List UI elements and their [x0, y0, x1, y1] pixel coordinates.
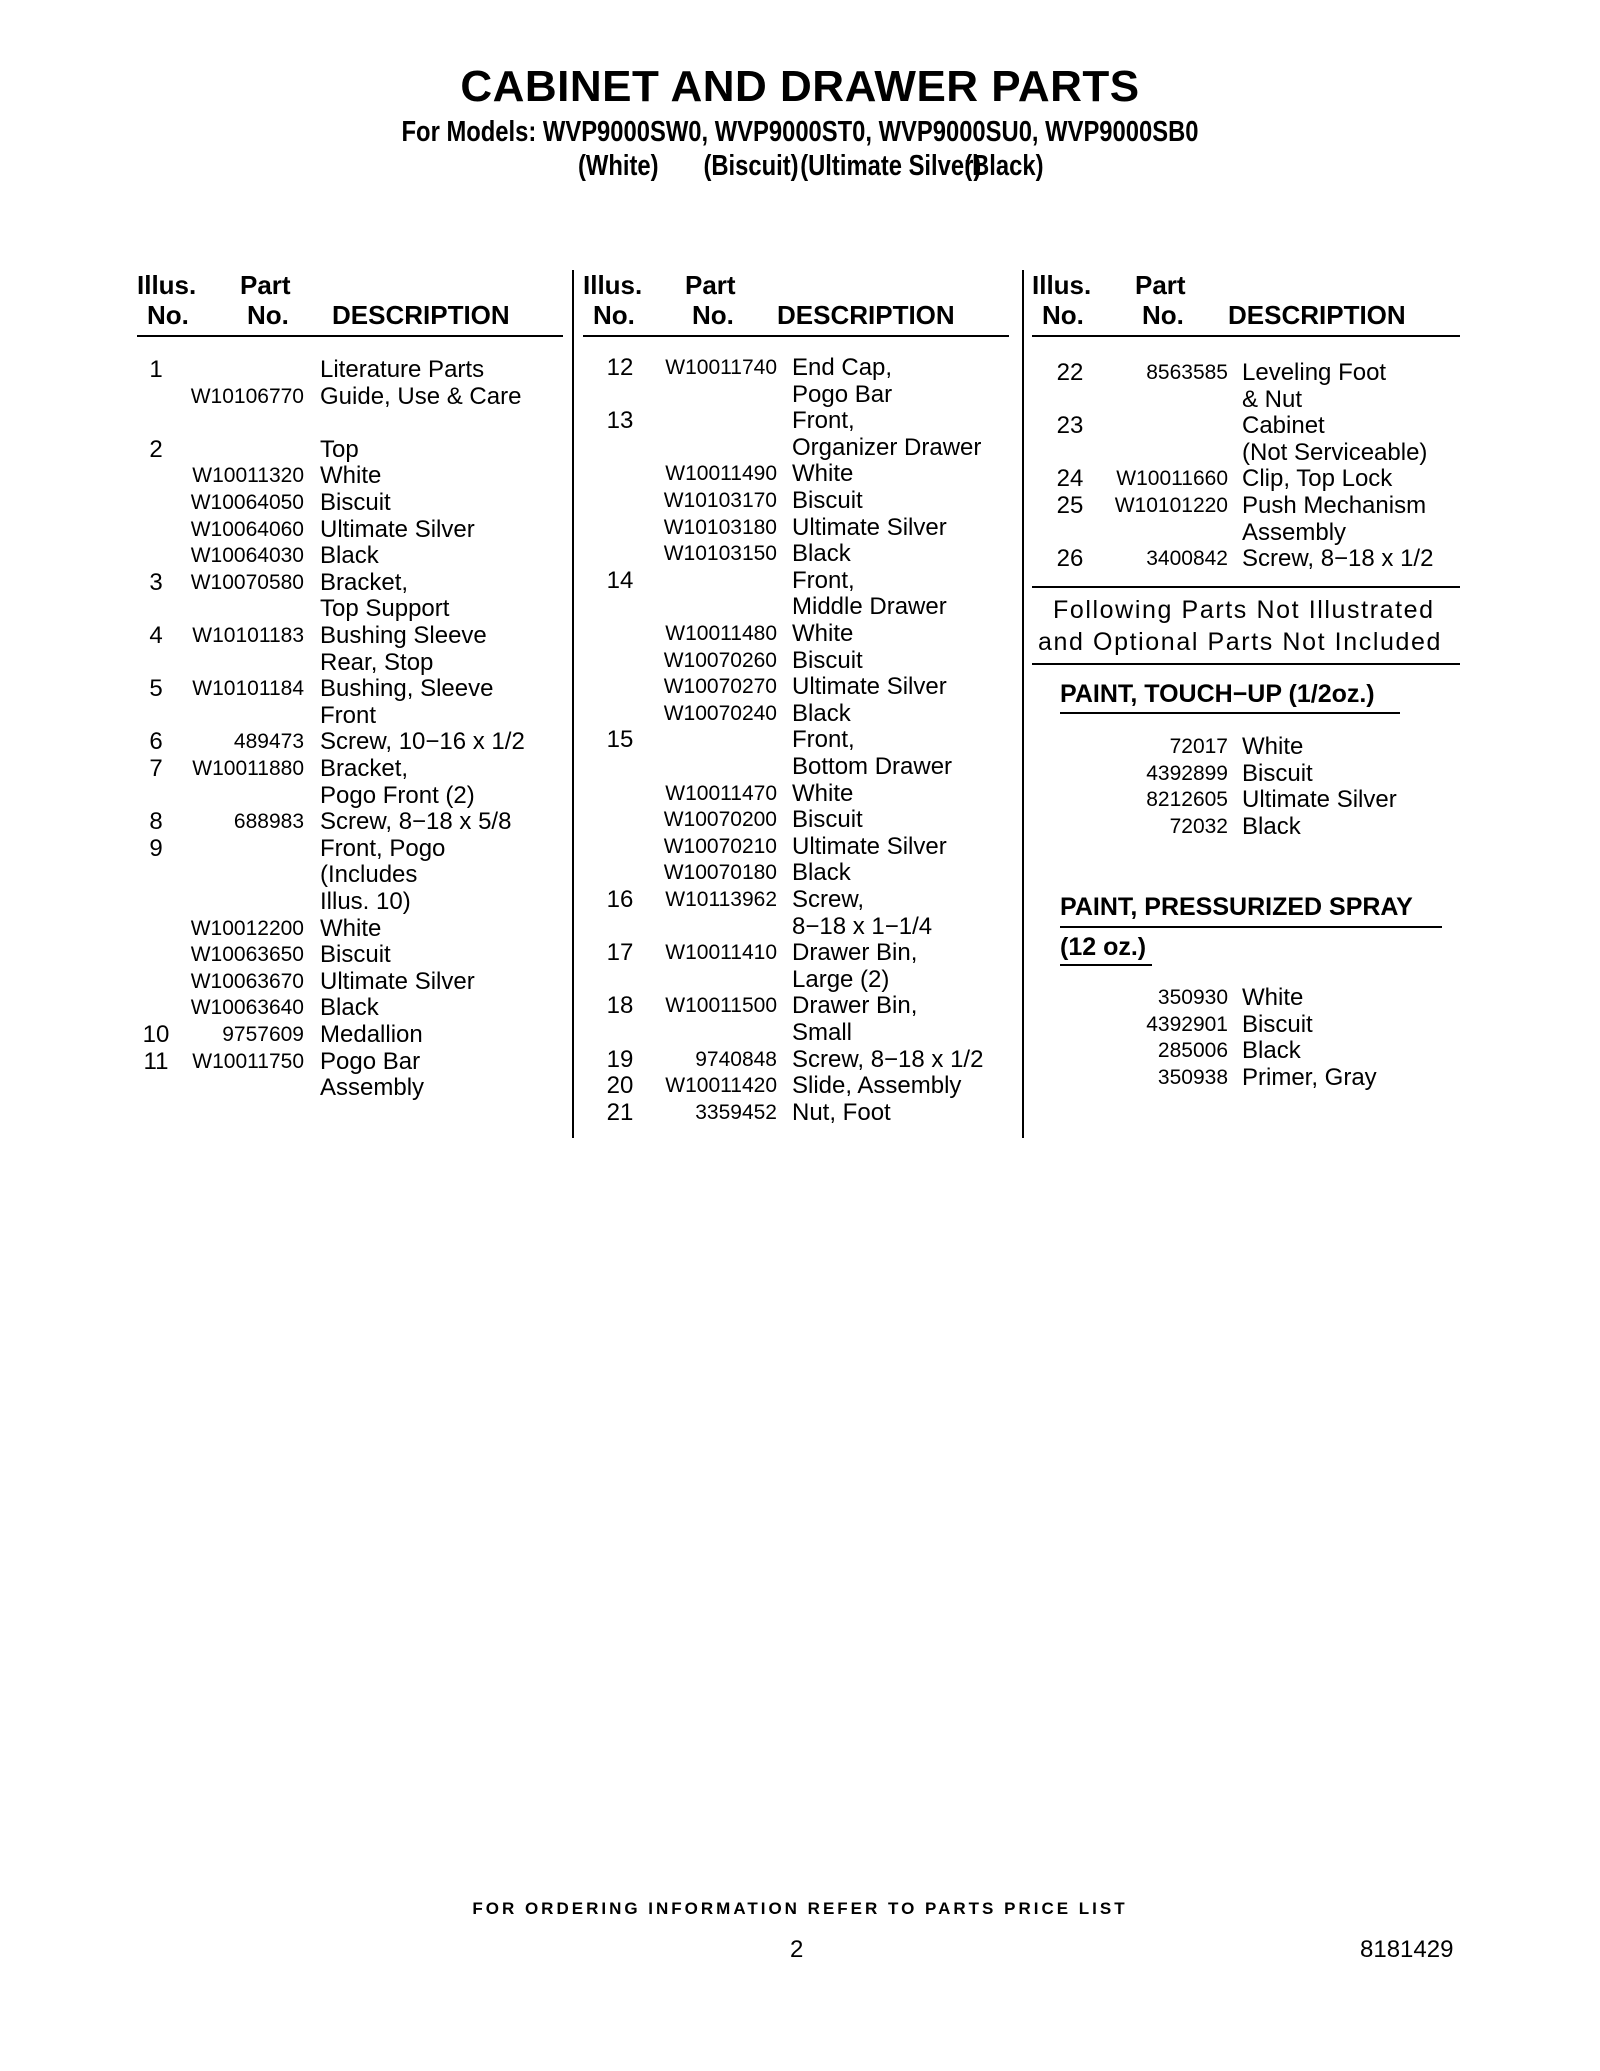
part-description: Ultimate Silver: [792, 673, 947, 701]
paint-spray-size: (12 oz.): [1060, 933, 1147, 961]
paint-color: White: [1242, 984, 1304, 1011]
part-description: Bracket,: [320, 568, 409, 596]
part-description: Screw, 10−16 x 1/2: [320, 728, 525, 756]
paint-spray-heading: PAINT, PRESSURIZED SPRAY: [1060, 893, 1413, 921]
part-number: W10070240: [663, 701, 777, 725]
part-description: Ultimate Silver: [792, 832, 947, 860]
part-description: Top Support: [320, 595, 450, 623]
part-number: W10011660: [1116, 467, 1228, 491]
part-number: 350930: [1157, 986, 1228, 1009]
illus-number: 9: [149, 834, 163, 862]
part-number: W10070200: [663, 808, 777, 832]
part-description: Pogo Bar: [320, 1047, 421, 1075]
part-description: Screw, 8−18 x 1/2: [1242, 545, 1434, 573]
not-illustrated-note-line-1: Following Parts Not Illustrated: [1053, 596, 1435, 624]
illus-number: 14: [606, 566, 634, 594]
part-number: W10101184: [192, 677, 304, 701]
part-number: W10070260: [663, 648, 777, 672]
part-number: 688983: [233, 810, 304, 834]
part-description: Assembly: [1242, 518, 1347, 546]
illus-no-header: No.: [147, 300, 189, 330]
part-description: (Includes: [320, 861, 418, 889]
illus-number: 5: [149, 675, 163, 703]
illus-number: 16: [606, 886, 634, 913]
heading-underline: [1060, 964, 1152, 966]
part-description: Top: [320, 435, 359, 463]
part-number: W10011880: [192, 757, 304, 780]
part-description: Front,: [792, 726, 855, 754]
part-description: Front,: [792, 407, 855, 435]
color-biscuit: (Biscuit): [703, 150, 799, 182]
part-number: W10011470: [665, 781, 777, 805]
part-number: 3359452: [695, 1100, 777, 1124]
part-description: Front,: [792, 566, 855, 594]
paint-color: Primer, Gray: [1242, 1063, 1377, 1091]
color-ultimate-silver: (Ultimate Silver): [800, 150, 982, 182]
part-description: Biscuit: [792, 806, 863, 834]
part-number: W10101183: [192, 624, 304, 647]
illus-number: 17: [606, 939, 634, 967]
illus-number: 15: [606, 726, 634, 754]
part-number: W10011420: [665, 1074, 777, 1098]
part-description: Black: [792, 859, 851, 887]
models-line: For Models: WVP9000SW0, WVP9000ST0, WVP9000SU0, WVP9000SB0: [401, 116, 1199, 148]
column-divider: [572, 270, 574, 1138]
ordering-info-footer: FOR ORDERING INFORMATION REFER TO PARTS PRICE LIST: [472, 1899, 1128, 1918]
illus-number: 19: [606, 1045, 634, 1073]
part-description: Nut, Foot: [792, 1098, 891, 1126]
part-description: (Not Serviceable): [1242, 438, 1428, 466]
part-number: W10063670: [190, 969, 304, 993]
part-number: W10064030: [190, 544, 304, 568]
part-number: W10103150: [663, 542, 777, 566]
not-illustrated-note-line-2: and Optional Parts Not Included: [1038, 628, 1442, 656]
part-description: Biscuit: [320, 489, 391, 516]
part-description: Cabinet: [1242, 412, 1325, 440]
part-description: Bushing, Sleeve: [320, 675, 494, 703]
page-number: 2: [790, 1936, 804, 1963]
illus-number: 10: [142, 1021, 170, 1048]
part-no-header: No.: [247, 300, 289, 330]
part-number: W10070580: [190, 570, 304, 594]
illus-number: 21: [606, 1098, 634, 1126]
part-description: Pogo Bar: [792, 380, 893, 408]
heading-underline: [1060, 712, 1400, 714]
part-description: Leveling Foot: [1242, 359, 1387, 386]
part-number: 4392899: [1146, 761, 1228, 785]
part-header: Part: [240, 270, 291, 300]
part-number: W10101220: [1114, 494, 1228, 517]
part-description: White: [792, 460, 854, 488]
part-description: Black: [792, 699, 851, 727]
part-description: Rear, Stop: [320, 648, 434, 676]
illus-number: 20: [606, 1072, 634, 1100]
illus-number: 1: [149, 356, 163, 383]
part-number: 72017: [1169, 735, 1228, 758]
part-description: Biscuit: [320, 941, 391, 969]
part-number: W10070210: [663, 834, 777, 858]
description-header: DESCRIPTION: [777, 300, 955, 330]
part-number: 8212605: [1146, 788, 1228, 812]
part-number: 8563585: [1146, 361, 1228, 384]
part-description: Assembly: [320, 1074, 425, 1102]
header-rule: [583, 335, 1009, 337]
column-divider: [1022, 270, 1024, 1138]
part-description: Large (2): [792, 965, 890, 993]
part-header: Part: [685, 270, 736, 300]
illus-header: Illus.: [583, 270, 643, 300]
header-rule: [137, 335, 563, 337]
part-description: Literature Parts: [320, 356, 485, 383]
illus-no-header: No.: [1042, 300, 1084, 330]
part-number: W10064060: [190, 517, 304, 541]
part-number: 350938: [1157, 1065, 1228, 1089]
part-description: Bracket,: [320, 755, 409, 782]
illus-number: 2: [149, 435, 163, 463]
illus-number: 3: [149, 568, 163, 596]
part-description: Screw, 8−18 x 5/8: [320, 808, 512, 836]
part-number: 3400842: [1146, 547, 1228, 571]
part-number: 9740848: [695, 1047, 777, 1071]
part-description: Clip, Top Lock: [1242, 465, 1393, 493]
part-number: W10063640: [190, 996, 304, 1020]
illus-number: 23: [1056, 412, 1084, 440]
color-black: (Black): [964, 150, 1044, 182]
part-no-header: No.: [1142, 300, 1184, 330]
paint-touchup-heading: PAINT, TOUCH−UP (1/2oz.): [1060, 680, 1375, 708]
part-number: W10070270: [663, 675, 777, 699]
color-white: (White): [578, 150, 659, 182]
part-description: Front, Pogo: [320, 834, 446, 862]
illus-number: 22: [1056, 359, 1084, 386]
divider-rule: [1032, 586, 1460, 588]
illus-number: 26: [1056, 545, 1084, 573]
part-number: W10011410: [665, 941, 777, 965]
part-description: Ultimate Silver: [320, 967, 475, 995]
part-number: W10011740: [665, 356, 777, 379]
illus-header: Illus.: [1032, 270, 1092, 300]
part-description: Black: [792, 540, 851, 568]
part-description: Black: [320, 542, 379, 570]
part-description: 8−18 x 1−1/4: [792, 912, 933, 940]
part-number: 72032: [1169, 814, 1228, 838]
illus-no-header: No.: [593, 300, 635, 330]
paint-color: Biscuit: [1242, 1010, 1313, 1038]
part-description: Screw,: [792, 886, 865, 913]
part-description: Illus. 10): [320, 888, 411, 915]
part-number: W10103180: [663, 515, 777, 539]
heading-underline: [1060, 926, 1442, 928]
paint-color: Black: [1242, 812, 1301, 840]
part-number: 4392901: [1146, 1012, 1228, 1036]
part-number: 489473: [233, 730, 304, 754]
part-number: W10011500: [665, 994, 777, 1018]
illus-number: 4: [149, 622, 163, 649]
part-description: Biscuit: [792, 646, 863, 674]
part-description: Guide, Use & Care: [320, 382, 522, 410]
model-colors: [578, 150, 1044, 183]
part-number: W10064050: [190, 491, 304, 514]
part-description: End Cap,: [792, 354, 893, 381]
illus-number: 25: [1056, 492, 1084, 519]
part-number: W10070180: [663, 861, 777, 885]
part-description: Medallion: [320, 1021, 423, 1048]
illus-number: 12: [606, 354, 634, 381]
description-header: DESCRIPTION: [1228, 300, 1406, 330]
part-description: Push Mechanism: [1242, 492, 1427, 519]
part-number: W10012200: [190, 916, 304, 940]
illus-number: 11: [143, 1047, 169, 1075]
part-description: Ultimate Silver: [320, 515, 475, 543]
part-number: W10103170: [663, 489, 777, 512]
part-description: Bushing Sleeve: [320, 622, 487, 649]
part-description: Drawer Bin,: [792, 939, 918, 967]
part-description: Ultimate Silver: [792, 513, 947, 541]
illus-header: Illus.: [137, 270, 197, 300]
part-number: W10113962: [665, 888, 777, 911]
header-rule: [1032, 335, 1460, 337]
part-description: & Nut: [1242, 385, 1303, 413]
part-description: Pogo Front (2): [320, 781, 475, 809]
part-number: 285006: [1157, 1039, 1228, 1063]
divider-rule: [1032, 663, 1460, 665]
document-number: 8181429: [1360, 1936, 1454, 1963]
part-description: Screw, 8−18 x 1/2: [792, 1045, 984, 1073]
part-description: Drawer Bin,: [792, 992, 918, 1020]
illus-number: 24: [1056, 465, 1084, 493]
illus-number: 7: [149, 755, 163, 782]
paint-color: Black: [1242, 1037, 1301, 1065]
part-description: Bottom Drawer: [792, 753, 953, 780]
part-number: W10011320: [192, 464, 304, 488]
illus-number: 6: [149, 728, 163, 756]
part-description: White: [792, 779, 854, 807]
part-description: White: [320, 462, 382, 490]
part-description: Biscuit: [792, 487, 863, 514]
part-number: W10011750: [192, 1049, 304, 1073]
part-description: Organizer Drawer: [792, 433, 982, 461]
illus-number: 18: [606, 992, 634, 1020]
part-description: Slide, Assembly: [792, 1072, 962, 1100]
part-description: Black: [320, 994, 379, 1022]
part-description: White: [320, 914, 382, 942]
paint-color: White: [1242, 733, 1304, 760]
paint-color: Biscuit: [1242, 759, 1313, 787]
part-number: W10011490: [665, 462, 777, 486]
part-description: White: [792, 620, 854, 647]
part-number: W10106770: [190, 384, 304, 408]
part-number: W10063650: [190, 943, 304, 967]
part-description: Front: [320, 701, 377, 729]
part-no-header: No.: [692, 300, 734, 330]
part-description: Middle Drawer: [792, 593, 947, 621]
paint-color: Ultimate Silver: [1242, 786, 1397, 814]
part-number: W10011480: [665, 622, 777, 645]
illus-number: 13: [606, 407, 634, 435]
page-title: CABINET AND DRAWER PARTS: [460, 62, 1140, 111]
part-header: Part: [1135, 270, 1186, 300]
illus-number: 8: [149, 808, 163, 836]
part-number: 9757609: [222, 1023, 304, 1046]
part-description: Small: [792, 1019, 853, 1046]
description-header: DESCRIPTION: [332, 300, 510, 330]
